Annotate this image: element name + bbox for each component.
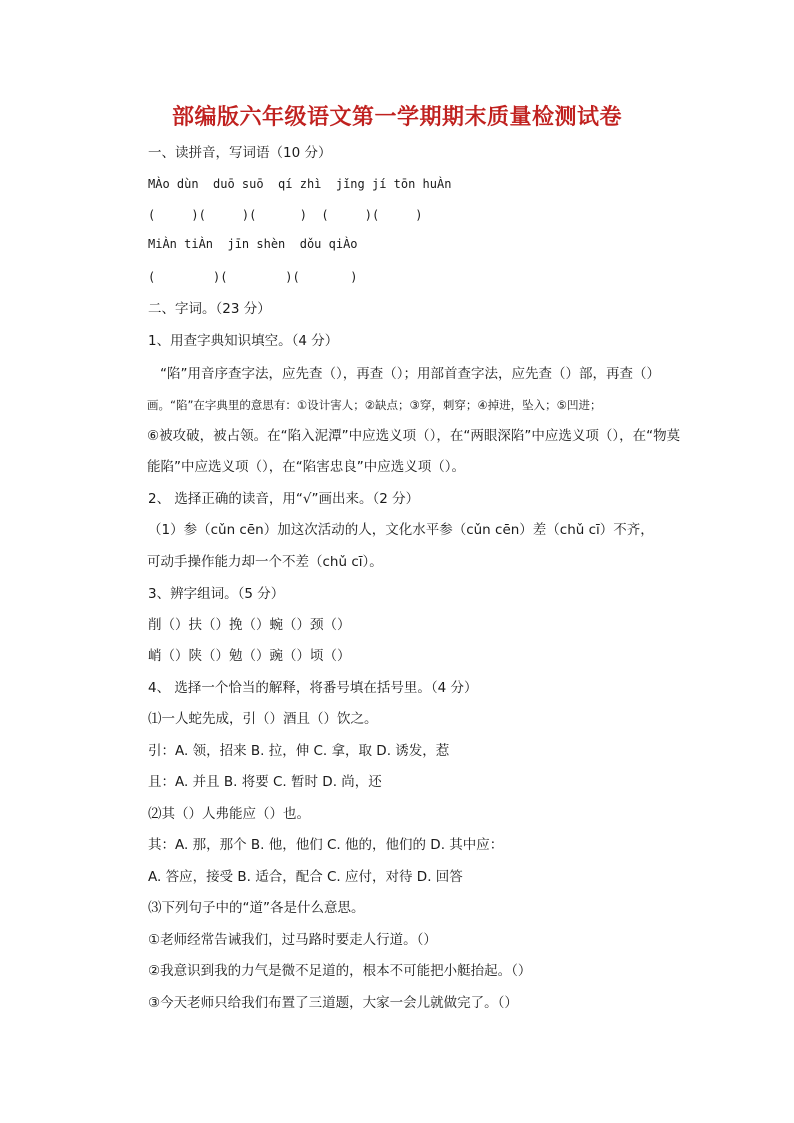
q4-options-qi: 其：A. 那，那个 B. 他，他们 C. 他的，他们的 D. 其中应： <box>148 837 504 853</box>
section1-heading: 一、读拼音，写词语（10 分） <box>148 145 332 161</box>
section2-heading: 二、字词。（23 分） <box>148 301 271 317</box>
q4-options-qie: 且：A. 并且 B. 将要 C. 暂时 D. 尚，还 <box>148 774 382 790</box>
q2-heading: 2、 选择正确的读音，用“√”画出来。（2 分） <box>148 491 420 507</box>
q4-sentence-3: ⑶下列句子中的“道”各是什么意思。 <box>148 900 365 916</box>
pinyin-row-1: MÀo dùn duō suō qí zhì jǐng jí tōn huÀn <box>148 177 452 191</box>
q1-line-1: “陷”用音序查字法，应先查（），再查（）；用部首查字法，应先查（）部，再查（） <box>160 366 660 382</box>
q4-sentence-1: ⑴一人蛇先成，引（）酒且（）饮之。 <box>148 711 378 727</box>
answer-blanks-row-2: ( )( )( ) <box>148 270 358 284</box>
q2-line-2: 可动手操作能力却一个不差（chǔ cī）。 <box>147 554 383 570</box>
q2-line-1: （1）参（cǔn cēn）加这次活动的人，文化水平参（cǔn cēn）差（chǔ cī）不齐， <box>148 522 654 538</box>
q1-line-4: 能陷”中应选义项（），在“陷害忠良”中应选义项（）。 <box>147 459 465 475</box>
page-title: 部编版六年级语文第一学期期末质量检测试卷 <box>171 104 622 130</box>
q1-line-2: 画。“陷”在字典里的意思有：①设计害人；②缺点；③穿，刺穿；④掉进，坠入；⑤凹进； <box>147 398 602 412</box>
q1-line-3: ⑥被攻破，被占领。在“陷入泥潭”中应选义项（），在“两眼深陷”中应选义项（），在“物莫 <box>147 428 681 444</box>
q4-dao-item-3: ③今天老师只给我们布置了三道题，大家一会儿就做完了。（） <box>148 995 518 1011</box>
answer-blanks-row-1: ( )( )( ) ( )( ) <box>148 208 423 222</box>
q3-row-1: 削（）扶（）挽（）蜿（）颈（） <box>148 617 351 633</box>
q4-options-ying: A. 答应，接受 B. 适合，配合 C. 应付，对待 D. 回答 <box>148 869 463 885</box>
q3-row-2: 峭（）陕（）勉（）豌（）顷（） <box>148 648 351 664</box>
q3-heading: 3、辨字组词。（5 分） <box>148 586 285 602</box>
q1-heading: 1、用查字典知识填空。（4 分） <box>148 333 339 349</box>
q4-heading: 4、 选择一个恰当的解释，将番号填在括号里。（4 分） <box>148 680 478 696</box>
q4-sentence-2: ⑵其（）人弗能应（）也。 <box>148 806 310 822</box>
q4-options-yin: 引：A. 领，招来 B. 拉，伸 C. 拿，取 D. 诱发，惹 <box>148 743 450 759</box>
q4-dao-item-1: ①老师经常告诫我们，过马路时要走人行道。（） <box>148 932 437 948</box>
q4-dao-item-2: ②我意识到我的力气是微不足道的，根本不可能把小艇抬起。（） <box>148 963 532 979</box>
pinyin-row-2: MiÀn tiÀn jīn shèn dǒu qiÀo <box>148 237 358 251</box>
